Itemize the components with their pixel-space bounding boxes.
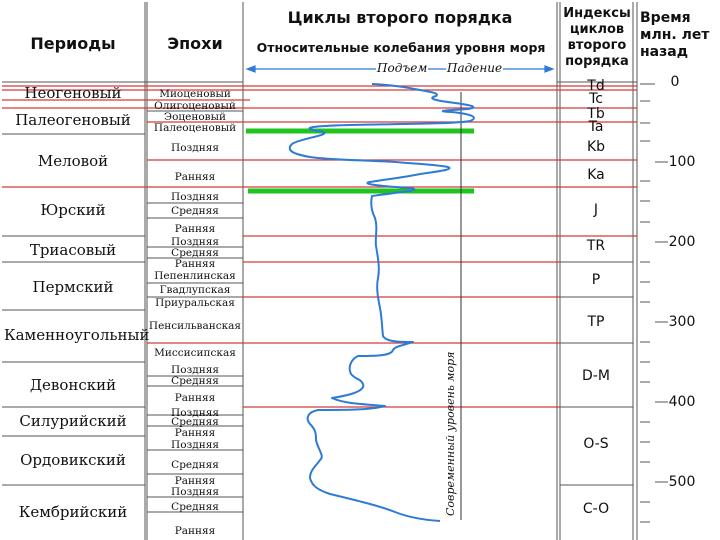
epoch-item: Средняя xyxy=(171,459,219,471)
epoch-item: Поздняя xyxy=(171,407,219,419)
cycles-title: Циклы второго порядка xyxy=(287,8,513,27)
time-tick-label: 0 xyxy=(670,74,680,90)
period-cretaceous: Меловой xyxy=(37,152,109,170)
epoch-item: Олигоценовый xyxy=(154,100,236,112)
index-j: J xyxy=(593,202,599,218)
period-neogene: Неогеновый xyxy=(24,84,122,102)
period-permian: Пермский xyxy=(32,278,114,296)
epoch-item: Поздняя xyxy=(171,142,219,154)
period-jurassic: Юрский xyxy=(40,201,106,219)
epoch-item: Средняя xyxy=(171,501,219,513)
epoch-item: Средняя xyxy=(171,375,219,387)
epoch-item: Ранняя xyxy=(174,427,216,439)
time-tick-label: 100 xyxy=(668,154,696,170)
index-o-s: O-S xyxy=(583,436,609,452)
index-d-m: D-M xyxy=(582,368,610,384)
time-tick-label: 500 xyxy=(668,474,696,490)
index-td: Td xyxy=(587,78,605,94)
epoch-item: Поздняя xyxy=(171,486,219,498)
index-kb: Kb xyxy=(586,139,606,155)
periods-header: Периоды xyxy=(30,34,116,53)
epoch-item: Ранняя xyxy=(174,258,216,270)
epoch-item: Пепенлинская xyxy=(154,270,236,282)
period-devonian: Девонский xyxy=(29,376,117,394)
time-header: Время млн. лет назад xyxy=(640,10,710,60)
epoch-item: Поздняя xyxy=(171,439,219,451)
epoch-item: Ранняя xyxy=(174,475,216,487)
period-silurian: Силурийский xyxy=(19,412,127,430)
epoch-item: Средняя xyxy=(171,247,219,259)
time-tick-label: 300 xyxy=(668,314,696,330)
indices-header: Индексы циклов второго порядка xyxy=(563,6,631,69)
modern-sea-level-label: Современный уровень моря xyxy=(444,351,457,516)
epoch-item: Ранняя xyxy=(174,392,216,404)
period-triassic: Триасовый xyxy=(29,241,117,259)
index-ka: Ka xyxy=(587,167,605,183)
time-axis xyxy=(640,84,668,522)
epoch-item: Ранняя xyxy=(174,223,216,235)
epoch-item: Средняя xyxy=(171,205,219,217)
time-tick-label: 200 xyxy=(668,234,696,250)
period-cambrian: Кембрийский xyxy=(18,503,128,521)
index-tp: ТР xyxy=(587,314,605,330)
fall-label: Падение xyxy=(447,61,503,75)
curve-subtitle: Относительные колебания уровня моря xyxy=(256,40,546,55)
epoch-item: Гвадлупская xyxy=(159,284,231,296)
epoch-item: Палеоценовый xyxy=(153,122,237,134)
index-tb: Tb xyxy=(587,106,605,122)
rise-label: Подъем xyxy=(377,61,428,75)
period-paleogene: Палеогеновый xyxy=(15,111,131,129)
index-c-o: C-O xyxy=(582,501,610,517)
index-p: P xyxy=(591,272,601,288)
epoch-item: Поздняя xyxy=(171,364,219,376)
index-tr: TR xyxy=(586,238,606,254)
epoch-item: Поздняя xyxy=(171,236,219,248)
epoch-item: Миоценовый xyxy=(159,88,231,100)
epoch-item: Миссисипская xyxy=(154,347,236,359)
epochs-header: Эпохи xyxy=(167,34,223,53)
epoch-item: Ранняя xyxy=(174,171,216,183)
period-carboniferous: Каменноугольный xyxy=(4,326,150,344)
epoch-item: Ранняя xyxy=(174,525,216,537)
epoch-item: Пенсильванская xyxy=(148,320,242,332)
index-ta: Ta xyxy=(588,119,604,135)
period-ordovician: Ордовикский xyxy=(20,451,126,469)
index-tc: Tc xyxy=(589,91,603,107)
epoch-item: Эоценовый xyxy=(164,111,226,123)
time-tick-label: 400 xyxy=(668,394,696,410)
epoch-item: Приуральская xyxy=(155,297,235,309)
epoch-item: Поздняя xyxy=(171,191,219,203)
epoch-item: Средняя xyxy=(171,416,219,428)
